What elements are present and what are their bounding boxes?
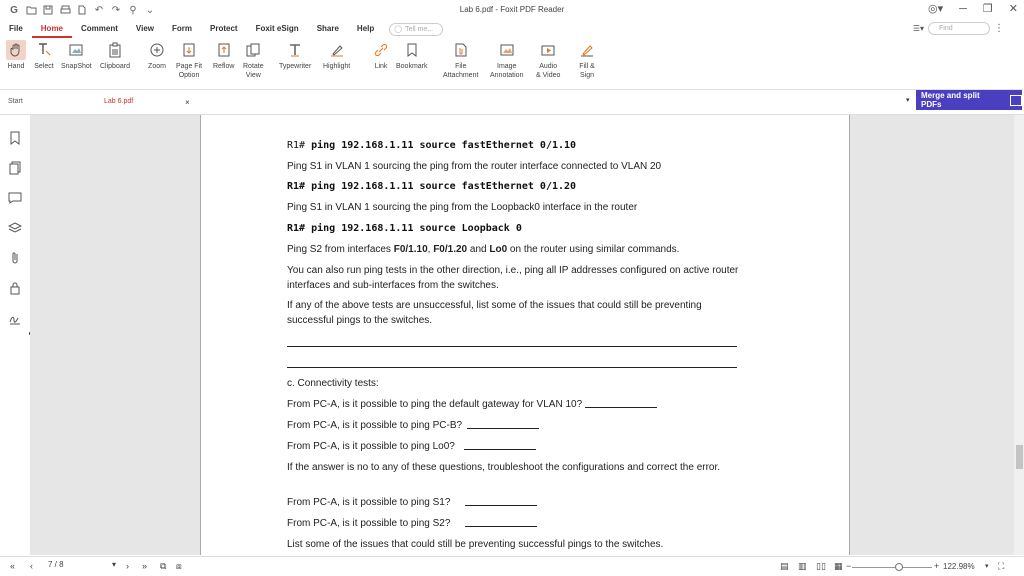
continuous-page-icon[interactable]: ▥ (798, 561, 807, 571)
rotate-icon (243, 40, 263, 60)
tab-lab6[interactable]: Lab 6.pdf (104, 98, 134, 105)
restore-button[interactable]: ❐ (982, 3, 993, 15)
find-area (913, 22, 1004, 35)
rotate-view-button[interactable]: Rotate View (243, 40, 264, 80)
redo-icon[interactable]: ↷ (111, 4, 121, 16)
answer-blank[interactable] (585, 398, 657, 408)
reflow-icon (214, 40, 234, 60)
comments-panel-icon[interactable] (8, 191, 22, 205)
zoom-slider-thumb[interactable] (895, 563, 903, 571)
window-title: Lab 6.pdf - Foxit PDF Reader (459, 5, 565, 14)
section-connectivity-tests: c. Connectivity tests: (287, 378, 379, 389)
single-page-icon[interactable]: ▤ (780, 561, 789, 571)
question-ping-lo0: From PC-A, is it possible to ping Lo0? (287, 439, 747, 454)
scrollbar-thumb[interactable] (1016, 445, 1023, 469)
page-fit-option-button[interactable]: Page Fit Option (176, 40, 202, 80)
audio-video-button[interactable]: Audio & Video (536, 40, 560, 80)
tab-share[interactable]: Share (316, 24, 339, 33)
zoom-slider-track[interactable] (852, 567, 932, 568)
bookmark-icon (402, 40, 422, 60)
attachments-panel-icon[interactable] (8, 251, 22, 265)
link-button[interactable]: Link (371, 40, 391, 71)
next-view-icon[interactable]: ⧈ (176, 561, 182, 571)
close-window-button[interactable]: ✕ (1008, 3, 1018, 15)
next-page-icon[interactable]: › (126, 561, 129, 571)
zoom-button[interactable]: Zoom (147, 40, 167, 71)
answer-line-2 (287, 367, 737, 368)
answer-blank[interactable] (464, 440, 536, 450)
signature-panel-icon[interactable] (8, 311, 22, 325)
previous-page-icon[interactable]: ‹ (30, 561, 33, 571)
print-icon[interactable] (59, 4, 71, 16)
paragraph-ping-loopback: Ping S1 in VLAN 1 sourcing the ping from the Loopback0 interface in the router (287, 202, 638, 213)
page-fit-icon (179, 40, 199, 60)
status-bar (0, 556, 1024, 576)
command-line-1: R1# ping 192.168.1.11 source fastEthernet 0/1.10 (287, 140, 577, 151)
chevron-down-icon[interactable]: ▾ (906, 97, 910, 104)
pages-panel-icon[interactable] (8, 161, 22, 175)
paragraph-troubleshoot: If the answer is no to any of these questions, troubleshoot the configurations and correct the error. (287, 462, 721, 473)
command-line-3: R1# ping 192.168.1.11 source Loopback 0 (287, 223, 522, 234)
title-bar (0, 0, 1024, 20)
clipboard-icon (105, 40, 125, 60)
new-document-icon[interactable] (76, 4, 88, 16)
answer-blank[interactable] (465, 496, 537, 506)
previous-view-icon[interactable]: ⧉ (160, 561, 167, 571)
find-input[interactable]: Find (928, 22, 990, 35)
minimize-button[interactable]: ─ (959, 2, 967, 15)
image-annotation-icon (497, 40, 517, 60)
more-options-icon[interactable]: ⋮ (994, 23, 1004, 34)
paragraph-unsuccessful-issues: If any of the above tests are unsuccessful, list some of the issues that could still be preventing successful pings to the switches. (287, 300, 702, 326)
lightbulb-icon: ◯ (394, 26, 403, 33)
answer-blank[interactable] (465, 517, 537, 527)
paragraph-ping-vlan20: Ping S1 in VLAN 1 sourcing the ping from the router interface connected to VLAN 20 (287, 161, 662, 172)
tab-view[interactable]: View (135, 24, 154, 33)
typewriter-icon (285, 40, 305, 60)
tab-comment[interactable]: Comment (81, 24, 118, 33)
account-icon[interactable]: ◎▾ (927, 3, 944, 15)
bookmark-panel-icon[interactable] (8, 131, 22, 145)
zoom-out-button[interactable]: − (846, 561, 852, 571)
security-panel-icon[interactable] (8, 281, 22, 295)
select-button[interactable]: Select (34, 40, 54, 71)
highlight-button[interactable]: Highlight (323, 40, 350, 71)
continuous-facing-icon[interactable]: ▦ (834, 561, 843, 571)
tell-me-placeholder: Tell me... (405, 25, 434, 33)
answer-line-1 (287, 346, 737, 347)
hand-button[interactable]: Hand (6, 40, 26, 71)
bookmark-button[interactable]: Bookmark (396, 40, 428, 71)
tab-home[interactable]: Home (32, 20, 72, 38)
open-icon[interactable] (25, 4, 37, 16)
left-sidebar (0, 115, 30, 555)
fill-sign-button[interactable]: Fill & Sign (577, 40, 597, 80)
merge-icon (1010, 95, 1022, 106)
last-page-icon[interactable]: » (142, 561, 148, 571)
ribbon-toolbar (0, 38, 1024, 90)
close-tab-button[interactable]: × (185, 98, 190, 107)
file-attachment-icon (451, 40, 471, 60)
layers-panel-icon[interactable] (8, 221, 22, 235)
paragraph-ping-s2: Ping S2 from interfaces F0/1.10, F0/1.20 and Lo0 on the router using similar commands. (287, 244, 680, 255)
command-line-2: R1# ping 192.168.1.11 source fastEthernet 0/1.20 (287, 181, 577, 192)
link-icon (371, 40, 391, 60)
question-ping-s2: From PC-A, is it possible to ping S2? (287, 516, 747, 531)
typewriter-button[interactable]: Typewriter (279, 40, 311, 71)
snapshot-icon (66, 40, 86, 60)
merge-split-label: Merge and split PDFs (921, 91, 980, 109)
undo-icon[interactable]: ↶ (94, 4, 104, 16)
tab-protect[interactable]: Protect (210, 24, 238, 33)
chevron-down-icon[interactable]: ⌄ (145, 4, 155, 16)
menu-bar (0, 20, 1024, 38)
tab-file[interactable]: File (9, 24, 23, 33)
save-icon[interactable] (42, 4, 54, 16)
search-options-icon[interactable]: ☰▾ (912, 24, 924, 33)
merge-split-button[interactable] (916, 90, 1022, 110)
fill-sign-icon (577, 40, 597, 60)
tell-me-input[interactable] (389, 23, 443, 36)
highlight-icon (327, 40, 347, 60)
paragraph-reverse-direction: You can also run ping tests in the other direction, i.e., ping all IP addresses configured on active router interfaces and sub-interfaces from the switches. (287, 265, 739, 291)
page-number-value: 7 / 8 (48, 560, 64, 569)
question-default-gateway: From PC-A, is it possible to ping the default gateway for VLAN 10? (287, 397, 747, 412)
tab-start[interactable]: Start (8, 98, 23, 105)
page-number-input[interactable] (46, 560, 118, 573)
answer-blank[interactable] (467, 419, 539, 429)
tab-help[interactable]: Help (356, 24, 375, 33)
question-ping-pcb: From PC-A, is it possible to ping PC-B? (287, 418, 747, 433)
fullscreen-icon[interactable]: ⛶ (998, 561, 1005, 571)
tab-foxit-esign[interactable]: Foxit eSign (255, 24, 299, 33)
snapshot-button[interactable]: SnapShot (61, 40, 92, 71)
foxit-logo-icon: G (10, 4, 18, 16)
zoom-level[interactable]: 122.98% (943, 562, 975, 571)
hand-icon (6, 40, 26, 60)
first-page-icon[interactable]: « (10, 561, 16, 571)
paragraph-final-issues: List some of the issues that could still be preventing successful pings to the switches. (287, 539, 664, 550)
question-ping-s1: From PC-A, is it possible to ping S1? (287, 495, 747, 510)
quick-access-toolbar (0, 4, 156, 16)
document-tab-strip (0, 95, 1024, 115)
file-attachment-button[interactable]: File Attachment (443, 40, 478, 80)
zoom-icon (147, 40, 167, 60)
window-controls (928, 2, 1018, 15)
vertical-scrollbar[interactable] (1014, 115, 1024, 555)
image-annotation-button[interactable]: Image Annotation (490, 40, 523, 80)
customize-dropdown-icon[interactable]: ⚲ (129, 4, 137, 16)
zoom-in-button[interactable]: + (934, 561, 940, 571)
select-text-icon (34, 40, 54, 60)
facing-page-icon[interactable]: ▯▯ (816, 561, 826, 571)
chevron-down-icon[interactable]: ▾ (985, 563, 989, 570)
reflow-button[interactable]: Reflow (213, 40, 234, 71)
tab-form[interactable]: Form (172, 24, 192, 33)
chevron-down-icon[interactable]: ▾ (111, 560, 116, 569)
clipboard-button[interactable]: Clipboard (100, 40, 130, 71)
audio-video-icon (538, 40, 558, 60)
